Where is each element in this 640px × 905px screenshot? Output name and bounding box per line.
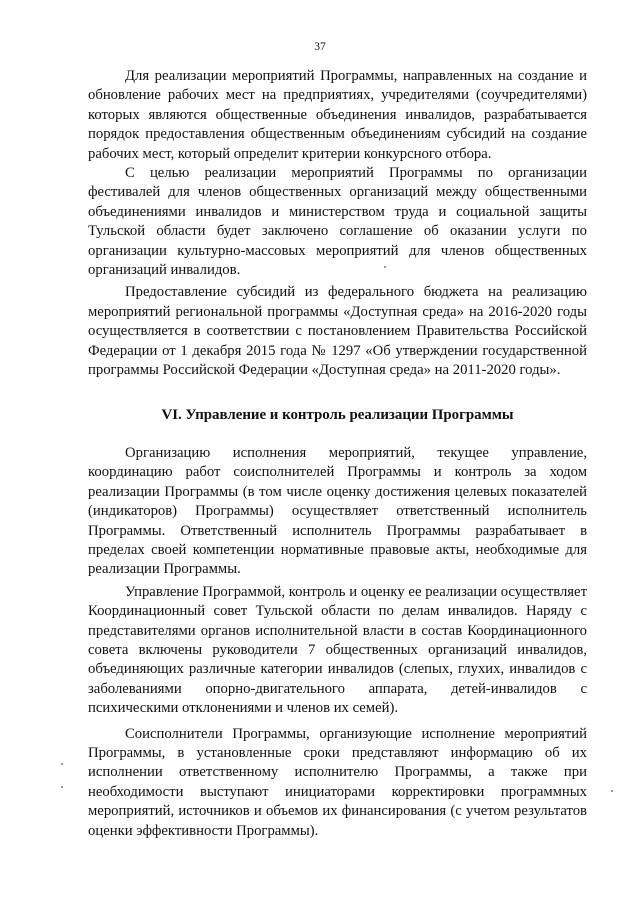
scan-speck xyxy=(611,790,613,792)
scan-speck xyxy=(61,763,63,765)
section-heading: VI. Управление и контроль реализации Программы xyxy=(161,406,514,423)
document-body xyxy=(88,67,587,841)
scan-speck xyxy=(384,266,386,268)
paragraph-festivals-agreement: С целью реализации мероприятий Программы по организации фестивалей для членов общественных организаций между общественными объединениями инвалидов и министерством труда и социальной защиты Тульской области будет заключено соглашение об оказании услуги по организации культурно-массовых мероприятий для членов общественных организаций инвалидов. xyxy=(88,165,587,279)
page-number: 37 xyxy=(314,41,326,53)
scan-speck xyxy=(61,786,63,788)
paragraph-co-executors: Соисполнители Программы, организующие исполнение мероприятий Программы, в установленные сроки представляют информацию об их исполнении ответственному исполнителю Программы, а также при необходимости выступают инициаторами корректировки программных мероприятий, источников и объемов их финансирования (с учетом результатов оценки эффективности Программы). xyxy=(88,725,587,839)
paragraph-federal-subsidies: Предоставление субсидий из федерального бюджета на реализацию мероприятий региональной программы «Доступная среда» на 2016-2020 годы осуществляется в соответствии с постановлением Правительства Российской Федерации от 1 декабря 2015 года № 1297 «Об утверждении государственной программы Российской Федерации «Доступная среда» на 2011-2020 годы». xyxy=(88,284,587,379)
paragraph-workplaces-subsidies: Для реализации мероприятий Программы, направленных на создание и обновление рабочих мест на предприятиях, учредителями (соучредителями) которых являются общественные объединения инвалидов, разрабатывается порядок предоставления общественным объединениям субсидий на создание рабочих мест, который определит критерии конкурсного отбора. xyxy=(88,68,587,162)
paragraph-coordination-council: Управление Программой, контроль и оценку ее реализации осуществляет Координационный совет Тульской области по делам инвалидов. Наряду с представителями органов исполнительной власти в состав Координационного совета включены руководители 7 общественных организаций инвалидов, объединяющих различные категории инвалидов (слепых, глухих, инвалидов с заболеваниями опорно-двигательного аппарата, детей-инвалидов с психическими отклонениями и членов их семей). xyxy=(88,583,587,717)
paragraph-program-management: Организацию исполнения мероприятий, текущее управление, координацию работ соисполнителей Программы и контроль за ходом реализации Программы (в том числе оценку достижения целевых показателей (индикаторов) Программы) осуществляет ответственный исполнитель Программы. Ответственный исполнитель Программы разрабатывает в пределах своей компетенции нормативные правовые акты, необходимые для реализации Программы. xyxy=(88,444,587,578)
